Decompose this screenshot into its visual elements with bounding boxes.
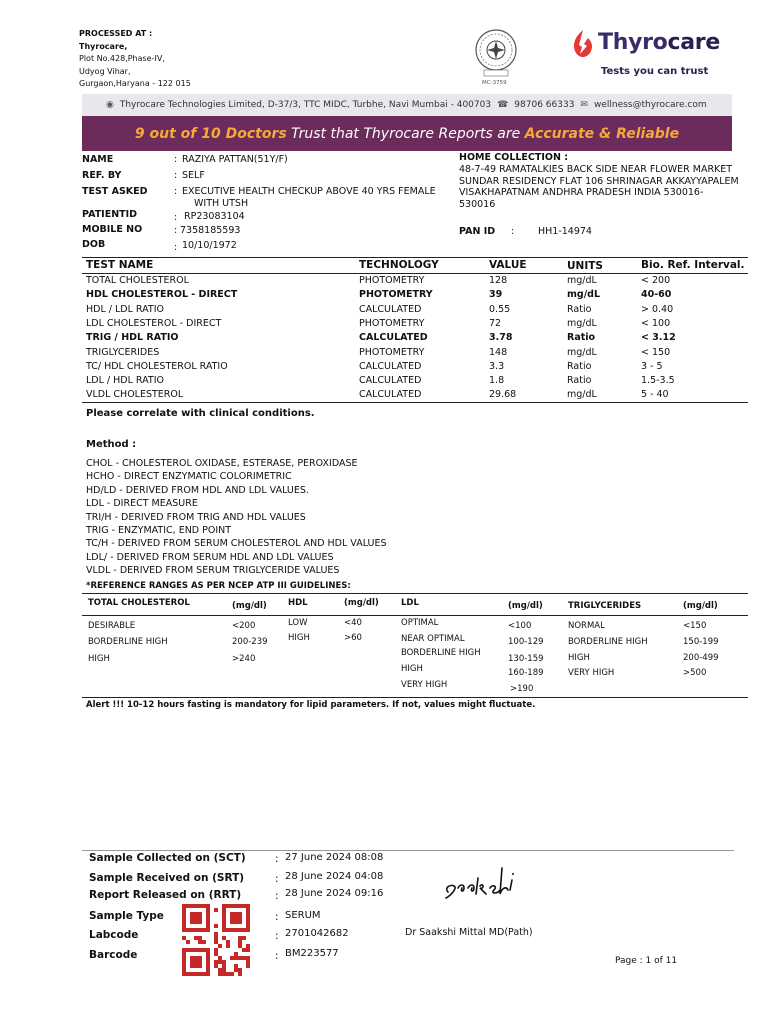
- rr-tc-value: >240: [232, 654, 256, 664]
- table-row: [0, 332, 768, 346]
- email-icon: ✉: [580, 100, 588, 110]
- cell-unit: mg/dL: [567, 346, 597, 358]
- labcode-value: 2701042682: [285, 928, 349, 939]
- rr-trig-value: 200-499: [683, 653, 719, 663]
- cell-value: 3.78: [489, 332, 513, 344]
- rr-ldl-value: 130-159: [508, 654, 544, 664]
- banner-end-text: Accurate & Reliable: [524, 125, 680, 142]
- table-rule: [82, 593, 748, 594]
- processed-at-heading: PROCESSED AT :: [79, 29, 153, 38]
- barcode-value: BM223577: [285, 948, 339, 959]
- cell-unit: Ratio: [567, 375, 592, 387]
- sample-received-label: Sample Received on (SRT): [89, 872, 245, 884]
- method-line: HD/LD - DERIVED FROM HDL AND LDL VALUES.: [86, 484, 309, 496]
- banner-mid-text: Trust that Thyrocare Reports are: [286, 125, 525, 142]
- cell-ref-interval: 3 - 5: [641, 360, 663, 372]
- rr-tc-label: BORDERLINE HIGH: [88, 637, 168, 647]
- rr-hdl-value: >60: [344, 633, 362, 643]
- table-rule: [82, 273, 748, 274]
- rr-trig-value: >500: [683, 668, 707, 678]
- location-pin-icon: ◉: [106, 100, 114, 110]
- cell-technology: PHOTOMETRY: [359, 317, 425, 329]
- rr-hdl-label: LOW: [288, 618, 308, 628]
- cell-technology: CALCULATED: [359, 303, 422, 315]
- labcode-label: Labcode: [89, 929, 139, 941]
- rr-ldl-label: BORDERLINE HIGH: [401, 648, 481, 658]
- table-row: [0, 289, 768, 303]
- cell-test-name: TOTAL CHOLESTEROL: [86, 275, 189, 286]
- rr-tc-label: DESIRABLE: [88, 621, 136, 631]
- cell-ref-interval: < 150: [641, 346, 671, 358]
- col-header-units: UNITS: [567, 260, 603, 272]
- cell-test-name: LDL CHOLESTEROL - DIRECT: [86, 317, 222, 329]
- sample-collected-value: 27 June 2024 08:08: [285, 852, 384, 863]
- thyrocare-logo-icon: [570, 28, 596, 60]
- rr-trig-label: VERY HIGH: [568, 668, 615, 678]
- sample-received-value: 28 June 2024 04:08: [285, 871, 384, 882]
- rr-ldl-label: OPTIMAL: [401, 618, 439, 628]
- rr-ldl-value: 100-129: [508, 637, 544, 647]
- report-released-value: 28 June 2024 09:16: [285, 888, 384, 899]
- cell-technology: CALCULATED: [359, 360, 422, 372]
- rr-header-unit: (mg/dl): [683, 601, 718, 611]
- rr-hdl-label: HIGH: [288, 633, 310, 643]
- rr-trig-label: HIGH: [568, 653, 590, 663]
- cell-unit: Ratio: [567, 360, 592, 372]
- whatsapp-icon: ☎: [497, 100, 509, 110]
- table-row: [0, 304, 768, 318]
- table-rule: [82, 402, 748, 403]
- method-line: LDL/ - DERIVED FROM SERUM HDL AND LDL VALUES: [86, 551, 334, 563]
- processed-at-line: Plot No.428,Phase-IV,: [79, 54, 165, 63]
- accreditation-seal-icon: [470, 26, 522, 78]
- table-rule: [82, 257, 748, 258]
- brand-name: [598, 30, 720, 55]
- patient-id-label: PATIENTID: [82, 209, 138, 220]
- patient-name-value: RAZIYA PATTAN(51Y/F): [182, 154, 288, 165]
- rr-header-unit: (mg/dl): [232, 601, 267, 611]
- cell-ref-interval: > 0.40: [641, 303, 674, 315]
- rr-trig-label: NORMAL: [568, 621, 605, 631]
- cell-test-name: HDL CHOLESTEROL - DIRECT: [86, 289, 238, 301]
- method-line: CHOL - CHOLESTEROL OXIDASE, ESTERASE, PEROXIDASE: [86, 458, 358, 469]
- cell-value: 0.55: [489, 303, 511, 315]
- home-collection-address: 48-7-49 RAMATALKIES BACK SIDE NEAR FLOWER MARKET SUNDAR RESIDENCY FLAT 106 SHRINAGAR AKKAYYAPALEM VISAKHAPATNAM ANDHRA PRADESH INDIA 530016-530016: [459, 164, 739, 210]
- cell-test-name: HDL / LDL RATIO: [86, 303, 164, 315]
- table-row: [0, 275, 768, 289]
- brand-name-part1: Thyro: [598, 30, 668, 55]
- cell-unit: mg/dL: [567, 389, 597, 401]
- cell-unit: Ratio: [567, 332, 596, 344]
- fasting-alert: Alert !!! 10-12 hours fasting is mandatory for lipid parameters. If not, values might fluctuate.: [86, 700, 536, 710]
- rr-trig-value: <150: [683, 621, 707, 631]
- rr-trig-value: 150-199: [683, 637, 719, 647]
- cell-ref-interval: 5 - 40: [641, 389, 669, 401]
- company-email: wellness@thyrocare.com: [593, 100, 707, 110]
- cell-ref-interval: 40-60: [641, 289, 672, 301]
- rr-hdl-value: <40: [344, 618, 362, 628]
- table-row: [0, 375, 768, 389]
- processed-at-line: Gurgaon,Haryana - 122 015: [79, 79, 191, 88]
- method-line: TRI/H - DERIVED FROM TRIG AND HDL VALUES: [86, 511, 306, 523]
- patient-id-value: RP23083104: [184, 211, 245, 222]
- cell-value: 39: [489, 289, 503, 301]
- rr-ldl-value: <100: [508, 621, 532, 631]
- col-header-ref-interval: Bio. Ref. Interval.: [641, 259, 745, 271]
- dob-label: DOB: [82, 239, 106, 250]
- cell-test-name: TRIGLYCERIDES: [86, 346, 160, 358]
- cell-unit: mg/dL: [567, 275, 597, 286]
- method-line: VLDL - DERIVED FROM SERUM TRIGLYCERIDE VALUES: [86, 565, 340, 577]
- cell-value: 72: [489, 317, 502, 329]
- rr-tc-value: <200: [232, 621, 256, 631]
- rr-ldl-label: VERY HIGH: [401, 680, 448, 690]
- col-header-test-name: TEST NAME: [86, 259, 154, 271]
- footer-rule: [82, 850, 734, 851]
- cell-test-name: VLDL CHOLESTEROL: [86, 389, 184, 401]
- mobile-value: 7358185593: [180, 225, 241, 236]
- cell-ref-interval: < 200: [641, 275, 671, 286]
- sample-type-value: SERUM: [285, 910, 321, 921]
- cell-technology: PHOTOMETRY: [359, 275, 425, 286]
- dob-value: 10/10/1972: [182, 240, 237, 251]
- trust-banner: [82, 116, 732, 151]
- method-heading: Method :: [86, 439, 137, 450]
- test-asked-value: EXECUTIVE HEALTH CHECKUP ABOVE 40 YRS FEMALE: [182, 186, 436, 197]
- cell-test-name: TC/ HDL CHOLESTEROL RATIO: [86, 360, 228, 372]
- doctor-name: Dr Saakshi Mittal MD(Path): [405, 927, 533, 938]
- cell-technology: CALCULATED: [359, 375, 422, 387]
- correlate-note: Please correlate with clinical conditions.: [86, 408, 315, 419]
- method-list: [86, 457, 387, 578]
- company-phone: 98706 66333: [514, 100, 575, 110]
- processed-at-name: Thyrocare,: [79, 41, 128, 51]
- cell-unit: Ratio: [567, 303, 592, 315]
- reference-ranges-note: *REFERENCE RANGES AS PER NCEP ATP III GUIDELINES:: [86, 581, 351, 591]
- rr-trig-label: BORDERLINE HIGH: [568, 637, 648, 647]
- cell-ref-interval: 1.5-3.5: [641, 375, 675, 387]
- page-number: Page : 1 of 11: [615, 956, 678, 966]
- cell-value: 3.3: [489, 360, 505, 372]
- banner-highlight: 9 out of 10 Doctors: [134, 125, 287, 142]
- pan-id-label: PAN ID: [459, 226, 496, 237]
- rr-header-ldl: LDL: [401, 598, 419, 608]
- rr-ldl-label: NEAR OPTIMAL: [401, 634, 465, 644]
- cell-value: 29.68: [489, 389, 517, 401]
- brand-name-part2: care: [667, 30, 720, 55]
- rr-header-unit: (mg/dl): [344, 598, 379, 608]
- table-rule: [82, 697, 748, 698]
- rr-ldl-value: >190: [510, 684, 534, 694]
- cell-technology: PHOTOMETRY: [359, 346, 425, 358]
- cell-unit: mg/dL: [567, 317, 597, 329]
- table-rule: [82, 615, 748, 616]
- qr-code-icon: [182, 904, 250, 976]
- address-bar: [82, 94, 732, 116]
- rr-ldl-label: HIGH: [401, 664, 423, 674]
- rr-header-hdl: HDL: [288, 598, 308, 608]
- home-collection-label: HOME COLLECTION :: [459, 152, 569, 163]
- cell-technology: PHOTOMETRY: [359, 289, 433, 301]
- cell-unit: mg/dL: [567, 289, 601, 301]
- ref-by-label: REF. BY: [82, 170, 122, 181]
- seal-number: MC-3759: [482, 80, 507, 86]
- cell-value: 128: [489, 275, 508, 286]
- cell-technology: CALCULATED: [359, 389, 422, 401]
- table-row: [0, 347, 768, 361]
- method-line: HCHO - DIRECT ENZYMATIC COLORIMETRIC: [86, 471, 292, 483]
- sample-collected-label: Sample Collected on (SCT): [89, 852, 246, 864]
- method-line: LDL - DIRECT MEASURE: [86, 498, 198, 510]
- cell-value: 1.8: [489, 375, 505, 387]
- method-line: TC/H - DERIVED FROM SERUM CHOLESTEROL AND HDL VALUES: [86, 538, 387, 550]
- processed-at-block: [79, 28, 191, 91]
- rr-header-total-cholesterol: TOTAL CHOLESTEROL: [88, 598, 190, 608]
- table-row: [0, 318, 768, 332]
- barcode-label: Barcode: [89, 949, 138, 961]
- rr-tc-value: 200-239: [232, 637, 268, 647]
- report-released-label: Report Released on (RRT): [89, 889, 242, 901]
- mobile-label: MOBILE NO: [82, 224, 143, 235]
- cell-technology: CALCULATED: [359, 332, 428, 344]
- processed-at-line: Udyog Vihar,: [79, 66, 131, 76]
- cell-value: 148: [489, 346, 508, 358]
- ref-by-value: SELF: [182, 170, 205, 181]
- pan-id-value: HH1-14974: [538, 226, 592, 237]
- cell-test-name: TRIG / HDL RATIO: [86, 332, 179, 344]
- col-header-value: VALUE: [489, 259, 527, 271]
- method-line: TRIG - ENZYMATIC, END POINT: [86, 525, 232, 537]
- cell-ref-interval: < 3.12: [641, 332, 676, 344]
- brand-tagline: Tests you can trust: [601, 66, 709, 77]
- company-address: Thyrocare Technologies Limited, D-37/3, TTC MIDC, Turbhe, Navi Mumbai - 400703: [119, 100, 492, 110]
- test-asked-label: TEST ASKED: [82, 186, 148, 197]
- sample-type-label: Sample Type: [89, 910, 164, 922]
- rr-header-unit: (mg/dl): [508, 601, 543, 611]
- rr-tc-label: HIGH: [88, 654, 110, 664]
- rr-ldl-value: 160-189: [508, 668, 544, 678]
- patient-name-label: NAME: [82, 154, 114, 165]
- rr-header-triglycerides: TRIGLYCERIDES: [568, 601, 642, 611]
- cell-ref-interval: < 100: [641, 317, 671, 329]
- table-row: [0, 361, 768, 375]
- doctor-signature: [440, 858, 560, 906]
- cell-test-name: LDL / HDL RATIO: [86, 375, 164, 387]
- col-header-technology: TECHNOLOGY: [359, 259, 439, 271]
- test-asked-value-cont: WITH UTSH: [194, 198, 249, 209]
